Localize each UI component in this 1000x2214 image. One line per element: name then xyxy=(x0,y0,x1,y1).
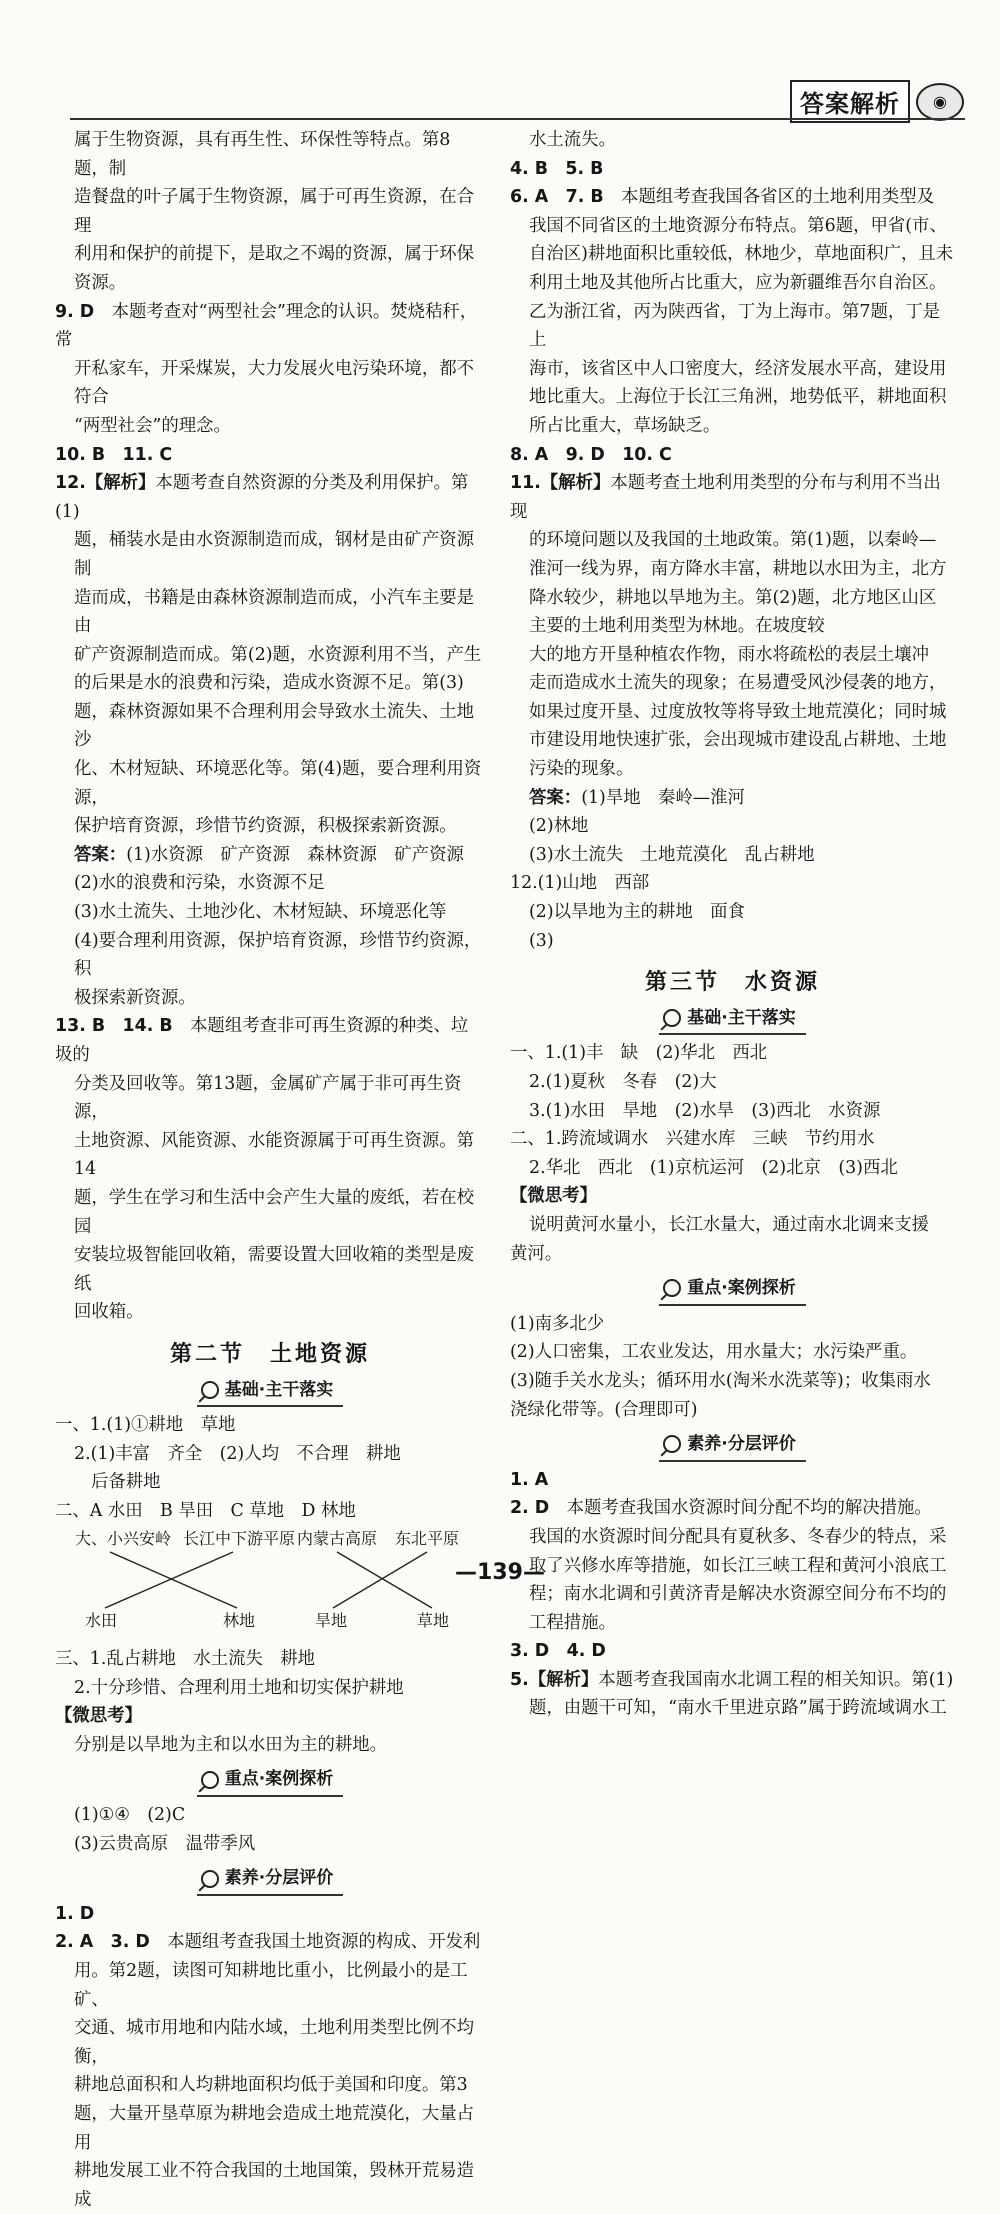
text-line: 黄河。 xyxy=(510,1243,563,1264)
text-line: (3)水土流失、土地沙化、木材短缺、环境恶化等 xyxy=(74,902,447,923)
book-logo-icon: ◉ xyxy=(916,83,964,121)
text-line: 二、1.跨流域调水 兴建水库 三峡 节约用水 xyxy=(510,1129,875,1150)
subheading xyxy=(55,1864,485,1896)
question-number: 2. A 3. D xyxy=(55,1932,150,1953)
text-line: 12.(1)山地 西部 xyxy=(510,873,650,894)
section-title: 第二节 土地资源 xyxy=(169,1341,370,1367)
text-line: 乙为浙江省，丙为陕西省，丁为上海市。第7题，丁是上 xyxy=(529,301,941,351)
answer-item: 1. D xyxy=(55,1903,95,1924)
text-line: 2.(1)丰富 齐全 (2)人均 不合理 耕地 xyxy=(74,1443,401,1464)
text-line: 海市，该省区中人口密度大，经济发展水平高，建设用 xyxy=(529,358,947,379)
text-line: (3)水土流失 土地荒漠化 乱占耕地 xyxy=(529,844,815,865)
text-line: 耕地总面积和人均耕地面积均低于美国和印度。第3 xyxy=(74,2075,468,2096)
text-line: (1)南多北少 xyxy=(510,1313,605,1334)
answer-item xyxy=(55,1012,485,1069)
text-line: 本题考查我国南水北调工程的相关知识。第(1) xyxy=(598,1669,954,1690)
text-line: 大的地方开垦种植农作物，雨水将疏松的表层土壤冲 xyxy=(529,644,929,665)
text-line: 本题组考查我国土地资源的构成、开发利 xyxy=(167,1932,481,1953)
text-line: 交通、城市用地和内陆水域，土地利用类型比例不均衡， xyxy=(74,2018,474,2067)
text-line: 2.十分珍惜、合理利用土地和切实保护耕地 xyxy=(74,1677,404,1698)
text-line: 的后果是水的浪费和污染，造成水资源不足。第(3) xyxy=(74,673,464,694)
text-line: 降水较少，耕地以旱地为主。第(2)题，北方地区山区 xyxy=(529,587,937,608)
micro-think-label: 【微思考】 xyxy=(55,1706,142,1727)
answer-item xyxy=(510,1494,955,1523)
question-number: 6. A 7. B xyxy=(510,187,604,208)
left-column xyxy=(55,126,485,2214)
micro-think-label: 【微思考】 xyxy=(510,1186,597,1207)
text-line: 保护培育资源，珍惜节约资源，积极探索新资源。 xyxy=(74,816,457,837)
text-line: (3)云贵高原 温带季风 xyxy=(74,1833,256,1854)
subheading xyxy=(510,1430,955,1462)
text-line: (2)人口密集，工农业发达，用水量大；水污染严重。 xyxy=(510,1342,918,1363)
answer-item xyxy=(510,183,955,212)
subheading xyxy=(55,1765,485,1797)
magnifier-icon xyxy=(663,1435,681,1453)
magnifier-icon xyxy=(201,1870,219,1888)
text-line: 分别是以旱地为主和以水田为主的耕地。 xyxy=(74,1734,388,1755)
subheading xyxy=(55,1376,485,1408)
header-title: 答案解析 xyxy=(790,80,910,123)
subheading-label: 基础·主干落实 xyxy=(687,1007,796,1028)
diagram-label: 大、小兴安岭 xyxy=(75,1528,172,1548)
diagram-label: 旱地 xyxy=(315,1610,348,1630)
text-line: 取了兴修水库等措施，如长江三峡工程和黄河小浪底工 xyxy=(529,1555,947,1576)
answer-line xyxy=(55,841,485,870)
text-line: 程；南水北调和引黄济青是解决水资源空间分布不均的 xyxy=(529,1584,947,1605)
answer-item: 4. B 5. B xyxy=(510,158,604,179)
magnifier-icon xyxy=(663,1009,681,1027)
text-line: (3)随手关水龙头；循环用水(淘米水洗菜等)；收集雨水 xyxy=(510,1370,931,1391)
text-line: (3) xyxy=(529,930,554,951)
subheading-label: 素养·分层评价 xyxy=(687,1434,796,1455)
diagram-label: 长江中下游平原 xyxy=(183,1528,296,1548)
diagram-label: 水田 xyxy=(85,1610,118,1630)
text-line: 2.(1)夏秋 冬春 (2)大 xyxy=(529,1072,717,1092)
question-number: 11.【解析】 xyxy=(510,473,611,494)
text-line: (1)水资源 矿产资源 森林资源 矿产资源 xyxy=(126,844,464,865)
text-line: 本题考查自然资源的分类及利用保护。第(1) xyxy=(55,473,469,522)
text-line: 浇绿化带等。(合理即可) xyxy=(510,1399,698,1420)
text-line: 本题组考查非可再生资源的种类、垃圾的 xyxy=(55,1016,469,1065)
answer-item xyxy=(55,1928,485,1957)
text-line: 开私家车，开采煤炭，大力发展火电污染环境，都不符合 xyxy=(74,358,474,408)
diagram-label: 林地 xyxy=(223,1610,256,1630)
text-line: 我国的水资源时间分配具有夏秋多、冬春少的特点，采 xyxy=(529,1526,947,1547)
diagram-label: 草地 xyxy=(417,1610,450,1630)
text-line: 利用和保护的前提下，是取之不竭的资源，属于环保 xyxy=(74,244,474,265)
text-line: 资源。 xyxy=(74,272,127,293)
subheading xyxy=(510,1004,955,1036)
header-rule xyxy=(70,118,965,120)
text-line: 主要的土地利用类型为林地。在坡度较 xyxy=(529,616,825,637)
section-title: 第三节 水资源 xyxy=(644,970,820,996)
question-number: 5.【解析】 xyxy=(510,1669,599,1690)
text-line: 极探索新资源。 xyxy=(74,987,196,1008)
question-number: 9. D xyxy=(55,301,95,322)
text-line: 的环境问题以及我国的土地政策。第(1)题，以秦岭— xyxy=(529,530,937,551)
text-line: 如果过度开垦、过度放牧等将导致土地荒漠化；同时城 xyxy=(529,701,947,722)
text-line: 地比重大。上海位于长江三角洲，地势低平，耕地面积 xyxy=(529,387,947,408)
text-line: 3.(1)水田 旱地 (2)水旱 (3)西北 水资源 xyxy=(529,1100,881,1121)
text-line: (2)林地 xyxy=(529,816,589,837)
text-line: (4)要合理利用资源，保护培育资源，珍惜节约资源，积 xyxy=(74,930,482,980)
text-line: 用。第2题，读图可知耕地比重小，比例最小的是工矿、 xyxy=(74,1961,468,2010)
text-line: 造而成，书籍是由森林资源制造而成，小汽车主要是由 xyxy=(74,587,474,637)
text-line: 耕地发展工业不符合我国的土地国策，毁林开荒易造成 xyxy=(74,2161,474,2210)
diagram-label: 内蒙古高原 xyxy=(297,1528,378,1548)
text-line: (2)以旱地为主的耕地 面食 xyxy=(529,902,745,923)
text-line: 所占比重大，草场缺乏。 xyxy=(529,415,721,436)
subheading-label: 基础·主干落实 xyxy=(224,1379,334,1400)
answer-item: 1. A xyxy=(510,1469,549,1490)
text-line: 题，森林资源如果不合理利用会导致水土流失、土地沙 xyxy=(74,701,474,751)
text-line: 一、1.(1)①耕地 草地 xyxy=(55,1415,236,1436)
text-line: 三、1.乱占耕地 水土流失 耕地 xyxy=(55,1649,316,1670)
text-line: 造餐盘的叶子属于生物资源，属于可再生资源，在合理 xyxy=(74,187,474,236)
answer-item: 10. B 11. C xyxy=(55,444,173,465)
text-line: 题，学生在学习和生活中会产生大量的废纸，若在校园 xyxy=(74,1187,474,1237)
diagram-label: 东北平原 xyxy=(395,1528,460,1548)
answer-item: 3. D 4. D xyxy=(510,1641,606,1662)
magnifier-icon xyxy=(663,1279,681,1297)
magnifier-icon xyxy=(201,1381,219,1399)
text-line: 题，桶装水是由水资源制造而成，钢材是由矿产资源制 xyxy=(74,530,474,579)
text-line: 工程措施。 xyxy=(529,1612,616,1633)
text-line: “两型社会”的理念。 xyxy=(74,415,231,436)
text-line: 本题考查对“两型社会”理念的认识。焚烧秸秆，常 xyxy=(55,301,478,351)
text-line: 本题组考查我国各省区的土地利用类型及 xyxy=(621,187,935,208)
text-line: 一、1.(1)丰 缺 (2)华北 西北 xyxy=(510,1043,768,1064)
text-line: 走而造成水土流失的现象；在易遭受风沙侵袭的地方， xyxy=(529,673,947,694)
answer-label: 答案： xyxy=(74,844,127,865)
question-number: 13. B 14. B xyxy=(55,1016,173,1037)
text-line: 说明黄河水量小，长江水量大，通过南水北调来支援 xyxy=(529,1214,929,1235)
text-line: 利用土地及其他所占比重大，应为新疆维吾尔自治区。 xyxy=(529,272,947,293)
answer-line xyxy=(510,784,955,813)
text-line: (2)水的浪费和污染，水资源不足 xyxy=(74,873,325,894)
magnifier-icon xyxy=(201,1771,219,1789)
text-line: 污染的现象。 xyxy=(529,759,634,780)
right-column xyxy=(510,126,955,1723)
question-number: 12.【解析】 xyxy=(55,473,156,494)
subheading-label: 素养·分层评价 xyxy=(224,1868,334,1889)
text-line: 题，大量开垦草原为耕地会造成土地荒漠化，大量占用 xyxy=(74,2104,474,2153)
subheading-label: 重点·案例探析 xyxy=(224,1769,334,1790)
answer-label: 答案： xyxy=(529,787,582,808)
answer-item: 8. A 9. D 10. C xyxy=(510,444,672,465)
question-number: 2. D xyxy=(510,1498,550,1519)
text-line: 分类及回收等。第13题，金属矿产属于非可再生资源， xyxy=(74,1073,462,1123)
text-line: 2.华北 西北 (1)京杭运河 (2)北京 (3)西北 xyxy=(529,1157,898,1178)
text-line: 自治区)耕地面积比重较低，林地少，草地面积广，且未 xyxy=(529,244,954,265)
text-line: 二、A 水田 B 旱田 C 草地 D 林地 xyxy=(55,1500,356,1521)
text-line: 矿产资源制造而成。第(2)题，水资源利用不当，产生 xyxy=(74,644,482,665)
text-line: 水土流失。 xyxy=(529,130,616,150)
text-line: 题，由题干可知，“南水千里进京路”属于跨流域调水工 xyxy=(529,1698,947,1719)
answer-item xyxy=(510,1666,955,1695)
text-line: 化、木材短缺、环境恶化等。第(4)题，要合理利用资源， xyxy=(74,759,482,808)
text-line: 回收箱。 xyxy=(74,1302,144,1323)
text-line: (1)①④ (2)C xyxy=(74,1805,186,1826)
text-line: 安装垃圾智能回收箱，需要设置大回收箱的类型是废纸 xyxy=(74,1245,474,1294)
answer-item xyxy=(510,469,955,526)
text-line: 我国不同省区的土地资源分布特点。第6题，甲省(市、 xyxy=(529,215,947,236)
subheading-label: 重点·案例探析 xyxy=(687,1278,796,1299)
text-line: 淮河一线为界，南方降水丰富，耕地以水田为主，北方 xyxy=(529,558,947,579)
text-line: 本题考查土地利用类型的分布与利用不当出现 xyxy=(510,473,941,522)
text-line: (1)旱地 秦岭—淮河 xyxy=(581,787,745,808)
text-line: 属于生物资源，具有再生性、环保性等特点。第8题，制 xyxy=(74,130,451,179)
page-header xyxy=(790,80,964,123)
answer-item xyxy=(55,469,485,526)
subheading xyxy=(510,1274,955,1306)
text-line: 后备耕地 xyxy=(91,1472,161,1493)
text-line: 市建设用地快速扩张，会出现城市建设乱占耕地、土地 xyxy=(529,730,947,751)
answer-item xyxy=(55,298,485,355)
text-line: 本题考查我国水资源时间分配不均的解决措施。 xyxy=(566,1498,932,1519)
text-line: 土地资源、风能资源、水能资源属于可再生资源。第14 xyxy=(74,1130,474,1180)
page-number: —139— xyxy=(455,1560,545,1585)
